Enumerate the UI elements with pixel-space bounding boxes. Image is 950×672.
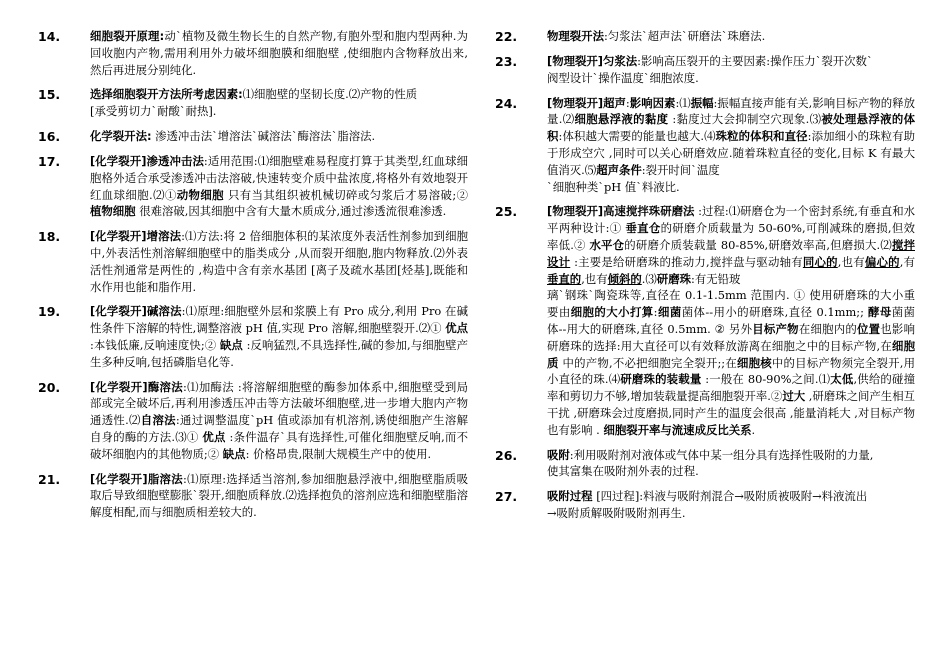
- item-number: 19.: [38, 304, 61, 320]
- text-segment: 很难溶破,因其细胞中含有大量木质成分,通过渗透流很难渗透.: [135, 204, 447, 219]
- bold-term: 同心的: [802, 254, 838, 269]
- bold-term: 过大: [782, 389, 806, 404]
- bold-term: 细胞核: [736, 355, 772, 370]
- item-text: [547, 53, 915, 87]
- left-column: [38, 28, 468, 529]
- text-segment: ,研磨珠之间产生相互干扰 ,研磨珠会过度磨损,同时产生的温度会很高 ,能量消耗大 ,对目标产物也有影响 .: [547, 389, 915, 437]
- text-segment: 在细胞内的: [798, 321, 858, 336]
- text-segment: 也影响研磨珠的选择:用大直径可以有效释放游离在细胞之中的目标产物,在: [547, 321, 915, 353]
- text-segment: :⑴原理:选择适当溶剂,参加细胞悬浮液中,细胞壁脂质吸取后导致细胞壁膨胀`裂开,细胞质释放.⑵选择抱负的溶剂应选和细胞壁脂溶解度相配,而与细胞质相差较大的.: [90, 471, 468, 520]
- bold-term: [化学裂开]酶溶法: [90, 379, 183, 394]
- text-segment: :⑴: [675, 95, 691, 110]
- list-item: [495, 203, 915, 438]
- text-segment: :⑴原理:细胞壁外层和浆膜上有 Pro 成分,利用 Pro 在碱性条件下溶解的特性,调整溶液 pH 值,实现 Pro 溶解,细胞壁裂开.⑵①: [90, 304, 468, 336]
- text-segment: :裂开时间`温度: [641, 162, 720, 177]
- item-text: [547, 447, 915, 481]
- text-segment: ,有: [899, 254, 915, 269]
- list-item: [38, 86, 468, 120]
- list-item: [495, 28, 915, 45]
- bold-term: 动物细胞: [176, 187, 224, 202]
- item-text: [547, 95, 915, 196]
- bold-term: 化学裂开法:: [90, 128, 152, 143]
- bold-term: 垂直仓: [625, 221, 661, 236]
- bold-term: 被处理悬浮液的体积: [547, 112, 915, 144]
- text-segment: `细胞种类`pH 值`料液比.: [547, 179, 680, 194]
- bold-term: 细胞裂开原理:: [90, 29, 165, 43]
- text-segment: :振幅直接声能有关,影响目标产物的释放量.⑵: [547, 95, 915, 127]
- bold-term: 位置: [857, 321, 881, 336]
- bold-term: 植物细胞: [90, 204, 136, 219]
- bold-term: 缺点: [222, 446, 246, 461]
- text-segment: .: [751, 422, 756, 437]
- bold-term: [化学裂开]渗透冲击法: [90, 153, 204, 168]
- list-item: [38, 153, 468, 220]
- list-item: [38, 28, 468, 78]
- bold-term: 振幅: [690, 95, 714, 110]
- bold-term: [物理裂开]匀浆法: [547, 54, 638, 68]
- bold-term: [物理裂开]超声: [547, 95, 626, 110]
- item-text: [90, 303, 468, 370]
- text-segment: :体积越大需要的能量也越大.⑷: [558, 129, 716, 144]
- text-segment: →吸附质解吸附吸附剂再生.: [547, 505, 686, 520]
- bold-term: 选择细胞裂开方法所考虑因素:: [90, 87, 243, 102]
- text-segment: :通过调整温度`pH 值或添加有机溶剂,诱使细胞产生溶解自身的酶的方法.⑶①: [90, 413, 468, 444]
- item-text: [90, 228, 468, 295]
- item-number: 16.: [38, 128, 61, 144]
- item-number: 21.: [38, 471, 61, 487]
- text-segment: :匀浆法`超声法`研磨法`珠磨法.: [603, 29, 766, 43]
- text-segment: :⑴方法:将 2 倍细胞体积的某浓度外表活性剂参加到细胞中,外表活性剂溶解细胞壁中的脂类成分 ,从而裂开细胞,胞内物释放.⑵外表活性剂通常是两性的 ,构造中含有亲水基团 [离子及疏水基团[烃基],既能和水作用也能和脂作用.: [90, 229, 468, 294]
- list-item: [495, 95, 915, 196]
- bold-term: 优点: [202, 429, 226, 444]
- bold-term: 细胞裂开率与流速成反比关系: [603, 422, 752, 437]
- text-segment: :: [625, 95, 630, 110]
- text-segment: 菌菌体--用大的研磨珠,直径 0.5mm. ② 另外: [547, 305, 915, 336]
- bold-term: 细胞质: [547, 338, 915, 370]
- text-segment: :: [653, 305, 658, 320]
- text-segment: :黏度过大会抑制空穴现象.⑶: [668, 112, 822, 127]
- bold-term: [物理裂开]高速搅拌珠研磨法: [547, 204, 695, 219]
- bold-term: [化学裂开]脂溶法: [90, 471, 183, 486]
- bold-term: 目标产物: [752, 321, 799, 336]
- item-text: [90, 128, 468, 145]
- bold-term: 缺点: [219, 337, 243, 352]
- text-segment: :过程:⑴研磨仓为一个密封系统,有垂直和水平两种设计:①: [547, 204, 915, 236]
- bold-term: 细菌: [657, 305, 682, 320]
- bold-term: 搅拌设计: [547, 237, 915, 269]
- bold-term: 珠粒的体积和直径: [715, 129, 808, 144]
- item-text: [90, 379, 468, 463]
- item-number: 22.: [495, 29, 518, 44]
- item-text: [547, 203, 915, 438]
- text-segment: :主要是给研磨珠的推动力,搅拌盘与驱动轴有: [570, 254, 803, 269]
- bold-term: 优点: [445, 321, 468, 336]
- item-text: [90, 28, 468, 78]
- text-segment: 阀型设计`操作温度`细胞浓度.: [547, 70, 699, 85]
- bold-term: 研磨珠: [656, 271, 691, 286]
- bold-term: 吸附过程: [547, 489, 593, 504]
- text-segment: ,供给的碰撞率和剪切力不够,增加装载量提高细胞裂开率.②: [547, 372, 915, 404]
- item-text: [547, 28, 915, 45]
- list-item: [38, 471, 468, 521]
- item-number: 14.: [38, 29, 61, 44]
- list-item: [38, 379, 468, 463]
- list-item: [495, 488, 915, 522]
- bold-term: 偏心的: [864, 254, 900, 269]
- list-item: [495, 447, 915, 481]
- text-segment: [四过程]:料液与吸附剂混合→吸附质被吸附→料液流出: [592, 489, 868, 504]
- list-item: [38, 303, 468, 370]
- text-segment: 渗透冲击法`增溶法`碱溶法`酶溶法`脂溶法.: [151, 128, 376, 143]
- item-number: 17.: [38, 153, 61, 169]
- text-segment: .⑶: [641, 271, 657, 286]
- list-item: [38, 228, 468, 295]
- text-segment: 菌体--用小的研磨珠,直径 0.1mm;;: [681, 305, 868, 320]
- bold-term: 细胞的大小打算: [570, 305, 654, 320]
- text-segment: :有无铅玻: [690, 271, 741, 286]
- bold-term: [化学裂开]增溶法: [90, 229, 182, 244]
- item-text: [90, 86, 468, 120]
- text-segment: ⑴细胞壁的坚韧长度.⑵产物的性质: [242, 87, 418, 102]
- item-number: 25.: [495, 204, 518, 220]
- text-segment: 璃`钢珠`陶瓷珠等,直径在 0.1-1.5mm 范围内. ① 使用研磨珠的大小重要由: [547, 288, 915, 320]
- bold-term: 自溶法: [140, 413, 176, 428]
- text-segment: ,也有: [837, 254, 865, 269]
- text-segment: ,也有: [581, 271, 608, 286]
- text-segment: :影响高压裂开的主要因素:操作压力`裂开次数`: [637, 54, 873, 68]
- item-text: [547, 488, 915, 522]
- bold-term: 太低: [830, 372, 854, 387]
- item-number: 23.: [495, 54, 518, 69]
- bold-term: 垂直的: [547, 271, 582, 286]
- item-number: 15.: [38, 87, 61, 103]
- text-segment: : 价格昂贵,限制大规模生产中的使用.: [245, 446, 432, 461]
- item-number: 20.: [38, 379, 61, 395]
- item-number: 26.: [495, 447, 518, 463]
- text-segment: :添加细小的珠粒有助于形成空穴 ,同时可以关心研磨效应.随着珠粒直径的变化,目标 K 有最大值消灭.⑸: [547, 129, 915, 177]
- item-text: [90, 153, 468, 220]
- text-segment: :⑴加酶法 :将溶解细胞壁的酶参加体系中,细胞壁受到局部或完全破坏后,再利用渗透压冲击等方法破坏细胞壁,进一步增大胞内产物通透性.⑵: [90, 379, 468, 428]
- bold-term: 倾斜的: [607, 271, 642, 286]
- text-segment: 使其富集在吸附剂外表的过程.: [547, 464, 699, 479]
- bold-term: 水平仓: [589, 237, 625, 252]
- text-segment: :反响猛烈,不具选择性,碱的参加,与细胞壁产生多种反响,包括磷脂皂化等.: [90, 337, 468, 369]
- bold-term: 酵母: [868, 305, 892, 320]
- list-item: [38, 128, 468, 145]
- text-segment: :利用吸附剂对液体或气体中某一组分具有选择性吸附的力量,: [569, 447, 874, 462]
- text-segment: 的研磨介质载量为 50-60%,可削减珠的磨损,但效率低.②: [547, 221, 915, 252]
- text-segment: 中的产物,不必把细胞完全裂开;;在: [558, 355, 737, 370]
- text-segment: 动`植物及微生物长生的自然产物,有胞外型和胞内型两种.为回收胞内产物,需用利用外力破坏细胞膜和细胞壁 ,使细胞内含物释放出来,然后再进展分别纯化.: [90, 29, 468, 77]
- bold-term: 超声条件: [596, 162, 642, 177]
- list-item: [495, 53, 915, 87]
- text-segment: 只有当其组织被机械切碎或匀浆后才易溶破;②: [223, 187, 468, 202]
- right-column: [495, 28, 915, 530]
- text-segment: :条件温存`具有选择性,可催化细胞壁反响,而不破坏细胞内的其他物质;②: [90, 429, 468, 461]
- item-text: [90, 471, 468, 521]
- bold-term: 细胞悬浮液的黏度: [574, 112, 669, 127]
- text-segment: [承受剪切力`耐酸`耐热].: [90, 104, 217, 119]
- bold-term: 物理裂开法: [547, 29, 604, 43]
- text-segment: :适用范围:⑴细胞壁难易程度打算于其类型,红血球细胞格外适合承受渗透冲击法溶破,快速转变介质中盐浓度,将格外有效地裂开红血球细胞.⑵①: [90, 153, 468, 202]
- text-segment: :本钱低廉,反响速度快;②: [90, 337, 220, 352]
- text-segment: :一般在 80-90%之间.⑴: [701, 372, 831, 387]
- text-segment: 的研磨介质装载量 80-85%,研磨效率高,但磨损大.⑵: [624, 237, 892, 252]
- bold-term: 吸附: [547, 447, 570, 462]
- text-segment: 中的目标产物须完全裂开,用小直径的珠.⑷: [547, 355, 915, 387]
- bold-term: [化学裂开]碱溶法: [90, 304, 182, 319]
- item-number: 18.: [38, 229, 61, 245]
- item-number: 27.: [495, 489, 518, 505]
- bold-term: 影响因素: [629, 95, 676, 110]
- item-number: 24.: [495, 95, 518, 111]
- bold-term: 研磨珠的装载量: [620, 372, 702, 387]
